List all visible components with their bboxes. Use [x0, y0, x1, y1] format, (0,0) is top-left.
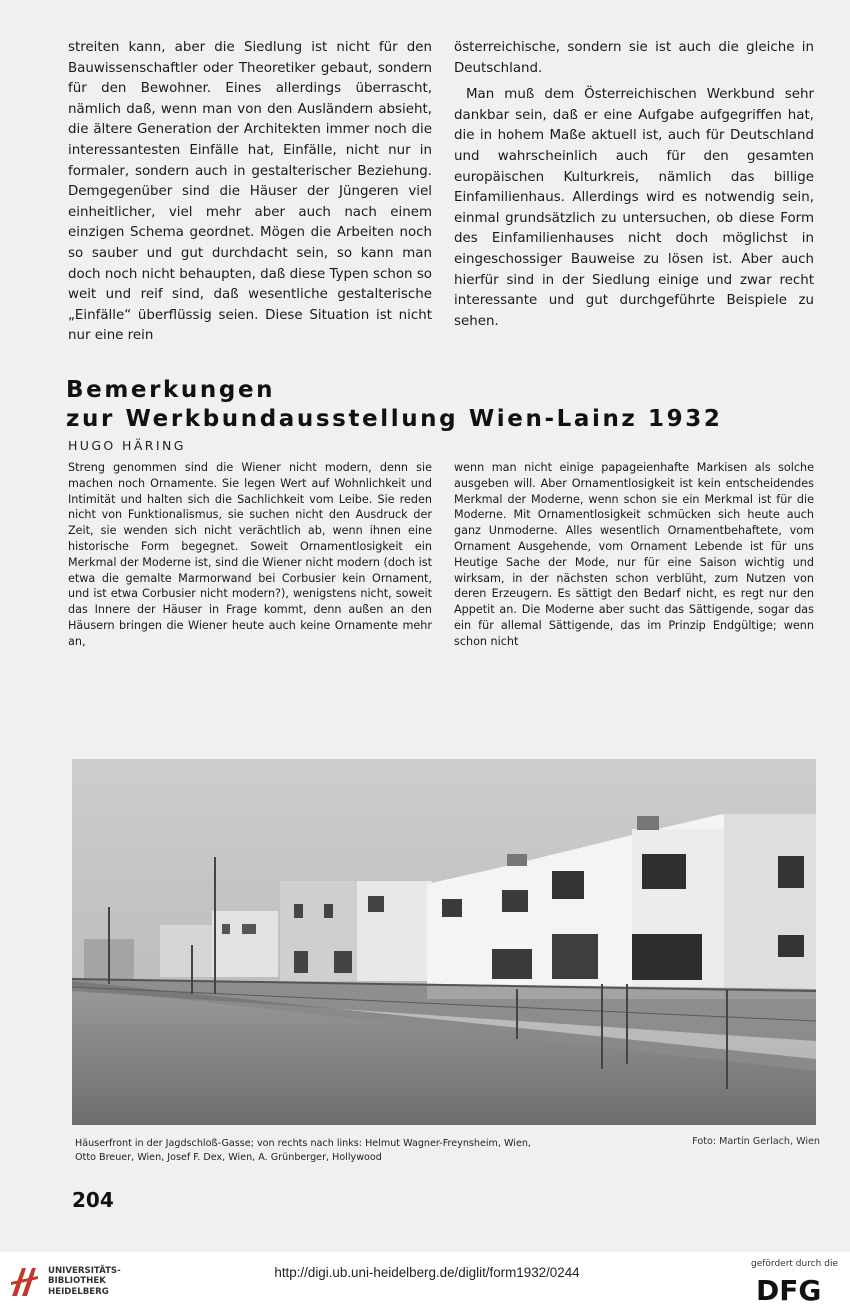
article-column-left — [68, 460, 432, 650]
article-title-line-1: Bemerkungen — [66, 377, 276, 403]
text-column-right — [454, 38, 814, 332]
funding-note: gefördert durch die — [751, 1259, 838, 1269]
figure-caption — [75, 1137, 595, 1165]
photo-credit: Foto: Martin Gerlach, Wien — [692, 1136, 820, 1147]
street-houses-photo — [72, 759, 816, 1125]
digitization-footer — [0, 1252, 850, 1313]
library-logo-icon — [8, 1262, 42, 1302]
caption-line-2: Otto Breuer, Wien, Josef F. Dex, Wien, A. Grünberger, Hollywood — [75, 1152, 382, 1163]
paragraph: streiten kann, aber die Siedlung ist nicht für den Bauwissenschaftler oder Theoretiker gebaut, sondern für den Bewohner. Eines allerdings überrascht, nämlich daß, wenn man von den Ausländern absieht, die ältere Generation der Architekten immer noch die interessantesten Einfälle hat, Einfälle, nicht nur in formaler, sondern auch in gestalterischer Beziehung. Demgegenüber sind die Häuser der Jüngeren viel einheitlicher, viel mehr aber auch nach einem einzigen Schema geordnet. Mögen die Arbeiten noch so sauber und gut durchdacht sein, so kann man doch noch nicht behaupten, daß diese Typen schon so weit und reif sind, daß wesentliche gestalterische „Einfälle“ überflüssig seien. Diese Situation ist nicht nur eine rein — [68, 40, 432, 344]
source-url-link[interactable]: http://digi.ub.uni-heidelberg.de/diglit/form1932/0244 — [274, 1265, 580, 1280]
page-number: 204 — [72, 1188, 114, 1212]
text-column-left — [68, 38, 432, 347]
paragraph: Man muß dem Österreichischen Werkbund sehr dankbar sein, daß er eine Aufgabe aufgegriffen hat, die in hohem Maße aktuell ist, auch für Deutschland und wahrscheinlich auch für den gesamten europäischen Kulturkreis, nämlich das billige Einfamilienhaus. Allerdings wird es notwendig sein, einmal grundsätzlich zu untersuchen, ob diese Form des Einfamilienhauses nicht doch möglichst in eingeschossiger Bauweise zu lösen ist. Aber auch hierfür sind in der Siedlung einige und zwar recht interessante und gut durchgeführte Beispiele zu sehen. — [454, 87, 814, 329]
paragraph: wenn man nicht einige papageienhafte Markisen als solche ausgeben will. Aber Ornamentlosigkeit ist kein entscheidendes Merkmal der Moderne, wenn schon sie ein Merkmal ist für die Moderne. Mit Ornamentlosigkeit schmücken sich heute auch ganz Unmoderne. Alles wesentlich Ornamentbehaftete, vom Ornament Ausgehende, vom Ornament Lebende ist für uns Heutige Sache der Mode, nur für eine Saison wichtig und wirksam, in der nächsten schon verblüht, zum Nutzen von deren Erzeugern. Es sättigt den Bedarf nicht, es regt nur den Appetit an. Die Moderne aber sucht das Sättigende, sogar das ein für allemal Sättigende, das im Prinzip Endgültige; wenn schon nicht — [454, 461, 814, 648]
dfg-logo — [756, 1274, 840, 1304]
dfg-logo-text: DFG — [756, 1274, 822, 1304]
article-title-line-2: zur Werkbundausstellung Wien-Lainz 1932 — [66, 406, 723, 432]
article-column-right — [454, 460, 814, 650]
caption-line-1: Häuserfront in der Jagdschloß-Gasse; von rechts nach links: Helmut Wagner-Freynsheim, Wien, — [75, 1138, 531, 1149]
article-title — [66, 376, 826, 434]
photo-illustration — [72, 759, 816, 1125]
article-author: HUGO HÄRING — [68, 438, 186, 453]
paragraph: österreichische, sondern sie ist auch die gleiche in Deutschland. — [454, 40, 814, 76]
library-name: UNIVERSITÄTS- BIBLIOTHEK HEIDELBERG — [48, 1266, 121, 1297]
paragraph: Streng genommen sind die Wiener nicht modern, denn sie machen noch Ornamente. Sie legen Wert auf Wohnlichkeit und Intimität und halten sich die Sachlichkeit vom Leibe. Sie reden nicht von Funktionalismus, sie suchen nicht den Ausdruck der Zeit, sie wenden sich nicht verächtlich ab, wenn ihnen eine historische Form begegnet. Soweit Ornamentlosigkeit ein Merkmal der Moderne ist, sind die Wiener nicht modern (doch ist etwa die gemalte Marmorwand bei Corbusier kein Ornament, und ist etwa Corbusier nicht modern?), wenigstens nicht, soweit das Innere der Häuser in Frage kommt, denn außen an den Häusern bringen die Wiener heute auch keine Ornamente mehr an, — [68, 461, 432, 648]
